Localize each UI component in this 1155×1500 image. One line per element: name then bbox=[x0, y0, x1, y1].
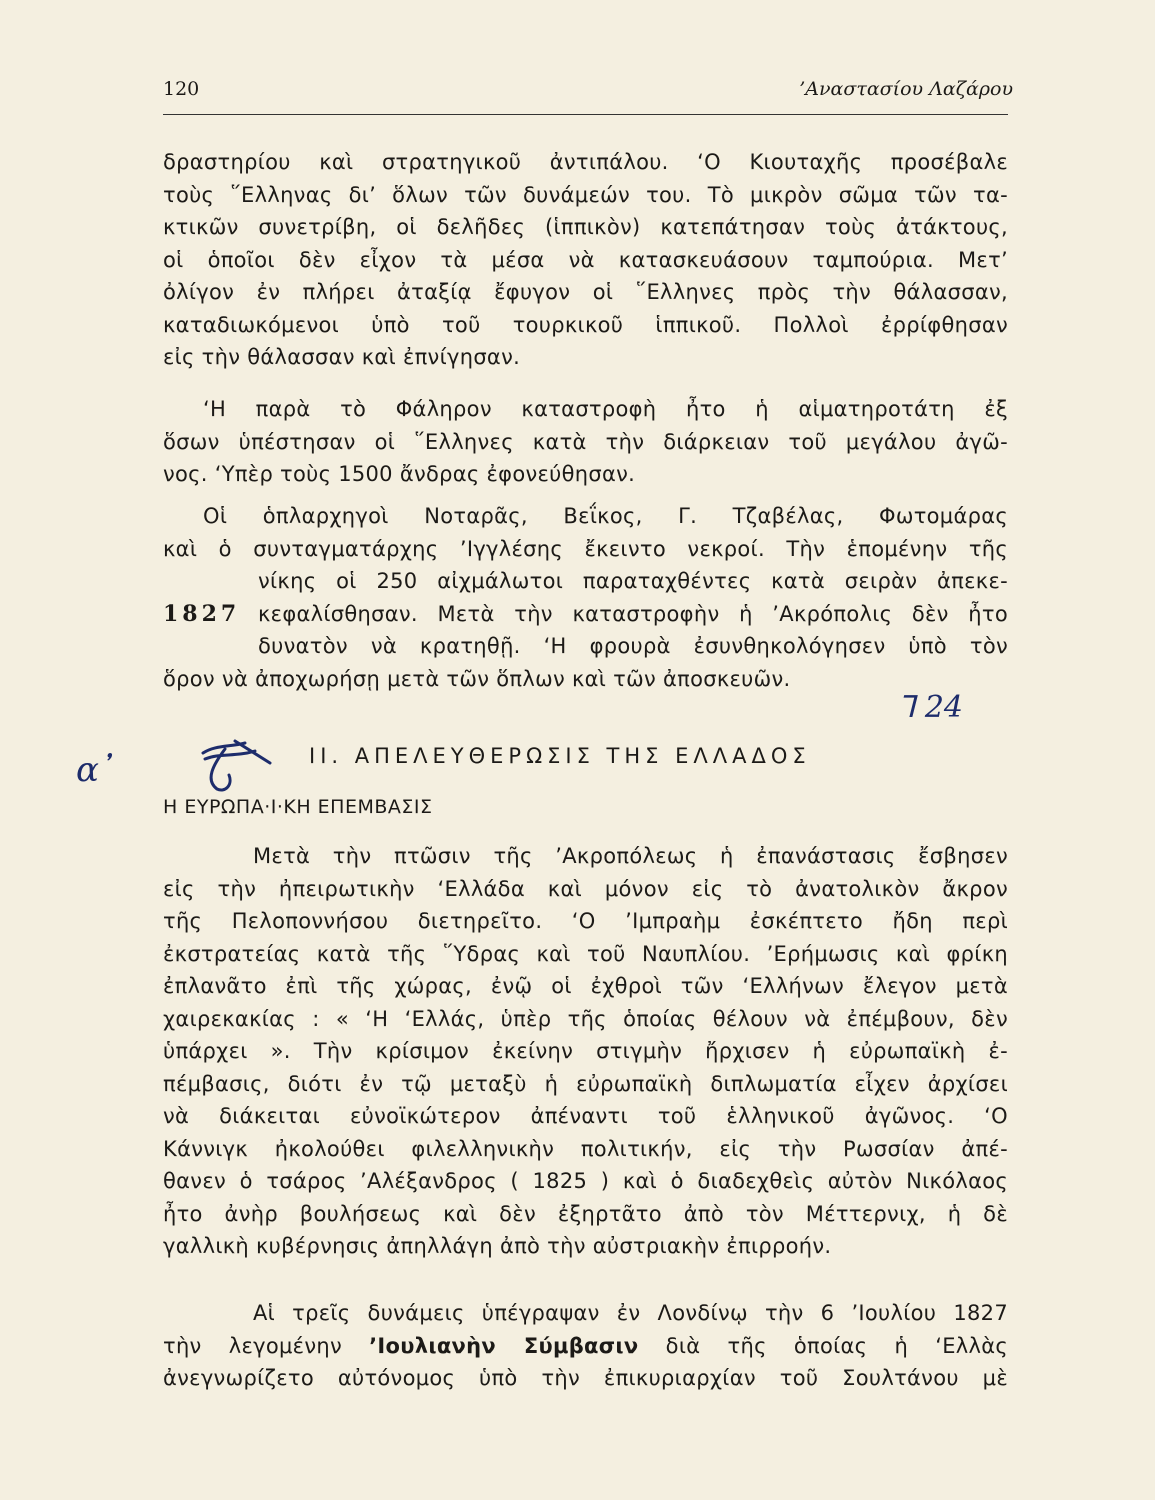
text-line: ἦτο ἀνὴρ βουλήσεως καὶ δὲν ἐξηρτᾶτο ἀπὸ τὸν Μέττερνιχ, ἡ δὲ bbox=[163, 1201, 1008, 1226]
text-line: δραστηρίου καὶ στρατηγικοῦ ἀντιπάλου. ‘Ο Κιουταχῆς προσέβαλε bbox=[163, 150, 1008, 174]
text-line: χαιρεκακίας : « ‘Η ‘Ελλάς, ὑπὲρ τῆς ὁποίας θέλουν νὰ ἐπέμβουν, δὲν bbox=[163, 1006, 1008, 1031]
text-line: τοὺς ῞Ελληνας δι’ ὅλων τῶν δυνάμεών του. Τὸ μικρὸν σῶμα τῶν τα- bbox=[163, 182, 1008, 207]
text-line: γαλλικὴ κυβέρνησις ἀπηλλάγη ἀπὸ τὴν αὐστριακὴν ἐπιρροήν. bbox=[163, 1234, 832, 1258]
text-line: οἱ ὁποῖοι δὲν εἶχον τὰ μέσα νὰ κατασκευάσουν ταμπούρια. Μετ’ bbox=[163, 247, 1008, 272]
text-line: ὑπάρχει ». Τὴν κρίσιμον ἐκείνην στιγμὴν ἤρχισεν ἡ εὐρωπαϊκὴ ἐ- bbox=[163, 1039, 1008, 1063]
text-line: Οἱ ὁπλαρχηγοὶ Νοταρᾶς, Βεΐκος, Γ. Τζαβέλας, Φωτομάρας bbox=[203, 504, 1008, 528]
text-line: τῆς Πελοποννήσου διετηρεῖτο. ‘Ο ’Ιμπραὴμ ἐσκέπτετο ἤδη περὶ bbox=[163, 909, 1008, 933]
text-line: πέμβασις, διότι ἐν τῷ μεταξὺ ἡ εὐρωπαϊκὴ διπλωματία εἶχεν ἀρχίσει bbox=[163, 1071, 1008, 1096]
text-line: εἰς τὴν θάλασσαν καὶ ἐπνίγησαν. bbox=[163, 345, 521, 369]
text-line: καὶ ὁ συνταγματάρχης ’Ιγγλέσης ἔκειντο νεκροί. Τὴν ἑπομένην τῆς bbox=[163, 536, 1008, 561]
paragraph-3 bbox=[163, 500, 1008, 695]
handwritten-note: ᒣ 24 bbox=[897, 690, 964, 725]
text-line: καταδιωκόμενοι ὑπὸ τοῦ τουρκικοῦ ἱππικοῦ. Πολλοὶ ἐρρίφθησαν bbox=[163, 312, 1008, 337]
paragraph-5 bbox=[163, 1297, 1008, 1395]
text-line: Αἱ τρεῖς δυνάμεις ὑπέγραψαν ἐν Λονδίνῳ τὴν 6 ’Ιουλίου 1827 bbox=[253, 1301, 1008, 1325]
text-line: ὀλίγον ἐν πλήρει ἀταξίᾳ ἔφυγον οἱ ῞Ελληνες πρὸς τὴν θάλασσαν, bbox=[163, 280, 1008, 304]
running-head: ’Αναστασίου Λαζάρου bbox=[799, 78, 1013, 100]
text-line: Μετὰ τὴν πτῶσιν τῆς ’Ακροπόλεως ἡ ἐπανάστασις ἔσβησεν bbox=[253, 844, 1008, 868]
section-title: ΙΙ. ΑΠΕΛΕΥΘΕΡΩΣΙΣ ΤΗΣ ΕΛΛΑΔΟΣ bbox=[309, 744, 811, 768]
text-line: κτικῶν συνετρίβη, οἱ δελῆδες (ἱππικὸν) κατεπάτησαν τοὺς ἀτάκτους, bbox=[163, 215, 1008, 239]
text-line: ὅρον νὰ ἀποχωρήσῃ μετὰ τῶν ὅπλων καὶ τῶν ἀποσκευῶν. bbox=[163, 666, 791, 691]
text-span: τὴν λεγομένην bbox=[163, 1333, 370, 1358]
text-line: νὰ διάκειται εὐνοϊκώτερον ἀπέναντι τοῦ ἑλληνικοῦ ἀγῶνος. ‘Ο bbox=[163, 1104, 1008, 1128]
text-span: διὰ τῆς ὁποίας ἡ ‘Ελλὰς bbox=[638, 1333, 1008, 1358]
text-line: ἀνεγνωρίζετο αὐτόνομος ὑπὸ τὴν ἐπικυριαρχίαν τοῦ Σουλτάνου μὲ bbox=[163, 1366, 1008, 1390]
text-line bbox=[163, 1330, 1008, 1363]
text-line: ἐπλανᾶτο ἐπὶ τῆς χώρας, ἐνῷ οἱ ἐχθροὶ τῶν ‘Ελλήνων ἔλεγον μετὰ bbox=[163, 974, 1008, 998]
text-line: δυνατὸν νὰ κρατηθῇ. ‘Η φρουρὰ ἐσυνθηκολόγησεν ὑπὸ τὸν bbox=[258, 634, 1008, 658]
text-line: θανεν ὁ τσάρος ’Αλέξανδρος ( 1825 ) καὶ ὁ διαδεχθεὶς αὐτὸν Νικόλαος bbox=[163, 1169, 1008, 1193]
paragraph-4 bbox=[163, 840, 1008, 1263]
margin-year: 1827 bbox=[163, 601, 241, 627]
text-line: ὅσων ὑπέστησαν οἱ ῞Ελληνες κατὰ τὴν διάρκειαν τοῦ μεγάλου ἀγῶ- bbox=[163, 429, 1008, 454]
text-line: νίκης οἱ 250 αἰχμάλωτοι παραταχθέντες κατὰ σειρὰν ἀπεκε- bbox=[258, 569, 1008, 593]
subheading: Η ΕΥΡΩΠΑ·Ι·ΚΗ ΕΠΕΜΒΑΣΙΣ bbox=[163, 796, 433, 818]
text-line: κεφαλίσθησαν. Μετὰ τὴν καταστροφὴν ἡ ’Ακρόπολις δὲν ἦτο bbox=[258, 601, 1008, 626]
text-line: νος. ‘Υπὲρ τοὺς 1500 ἄνδρας ἐφονεύθησαν. bbox=[163, 462, 636, 486]
text-line: Κάννιγκ ἠκολούθει φιλελληνικὴν πολιτικήν, εἰς τὴν Ρωσσίαν ἀπέ- bbox=[163, 1136, 1008, 1161]
text-line: ἐκστρατείας κατὰ τῆς ῞Υδρας καὶ τοῦ Ναυπλίου. ’Ερήμωσις καὶ φρίκη bbox=[163, 941, 1008, 966]
handwritten-mark-icon bbox=[195, 735, 275, 795]
bold-term: ’Ιουλιανὴν Σύμβασιν bbox=[369, 1333, 639, 1358]
page-number: 120 bbox=[163, 78, 200, 100]
paragraph-2 bbox=[163, 393, 1008, 491]
paragraph-1 bbox=[163, 146, 1008, 374]
handwritten-margin-note: α᾽ bbox=[76, 750, 116, 790]
header-rule bbox=[163, 114, 1008, 115]
text-line: εἰς τὴν ἠπειρωτικὴν ‘Ελλάδα καὶ μόνον εἰς τὸ ἀνατολικὸν ἄκρον bbox=[163, 876, 1008, 901]
text-line: ‘Η παρὰ τὸ Φάληρον καταστροφὴ ἦτο ἡ αἱματηροτάτη ἐξ bbox=[203, 397, 1008, 421]
